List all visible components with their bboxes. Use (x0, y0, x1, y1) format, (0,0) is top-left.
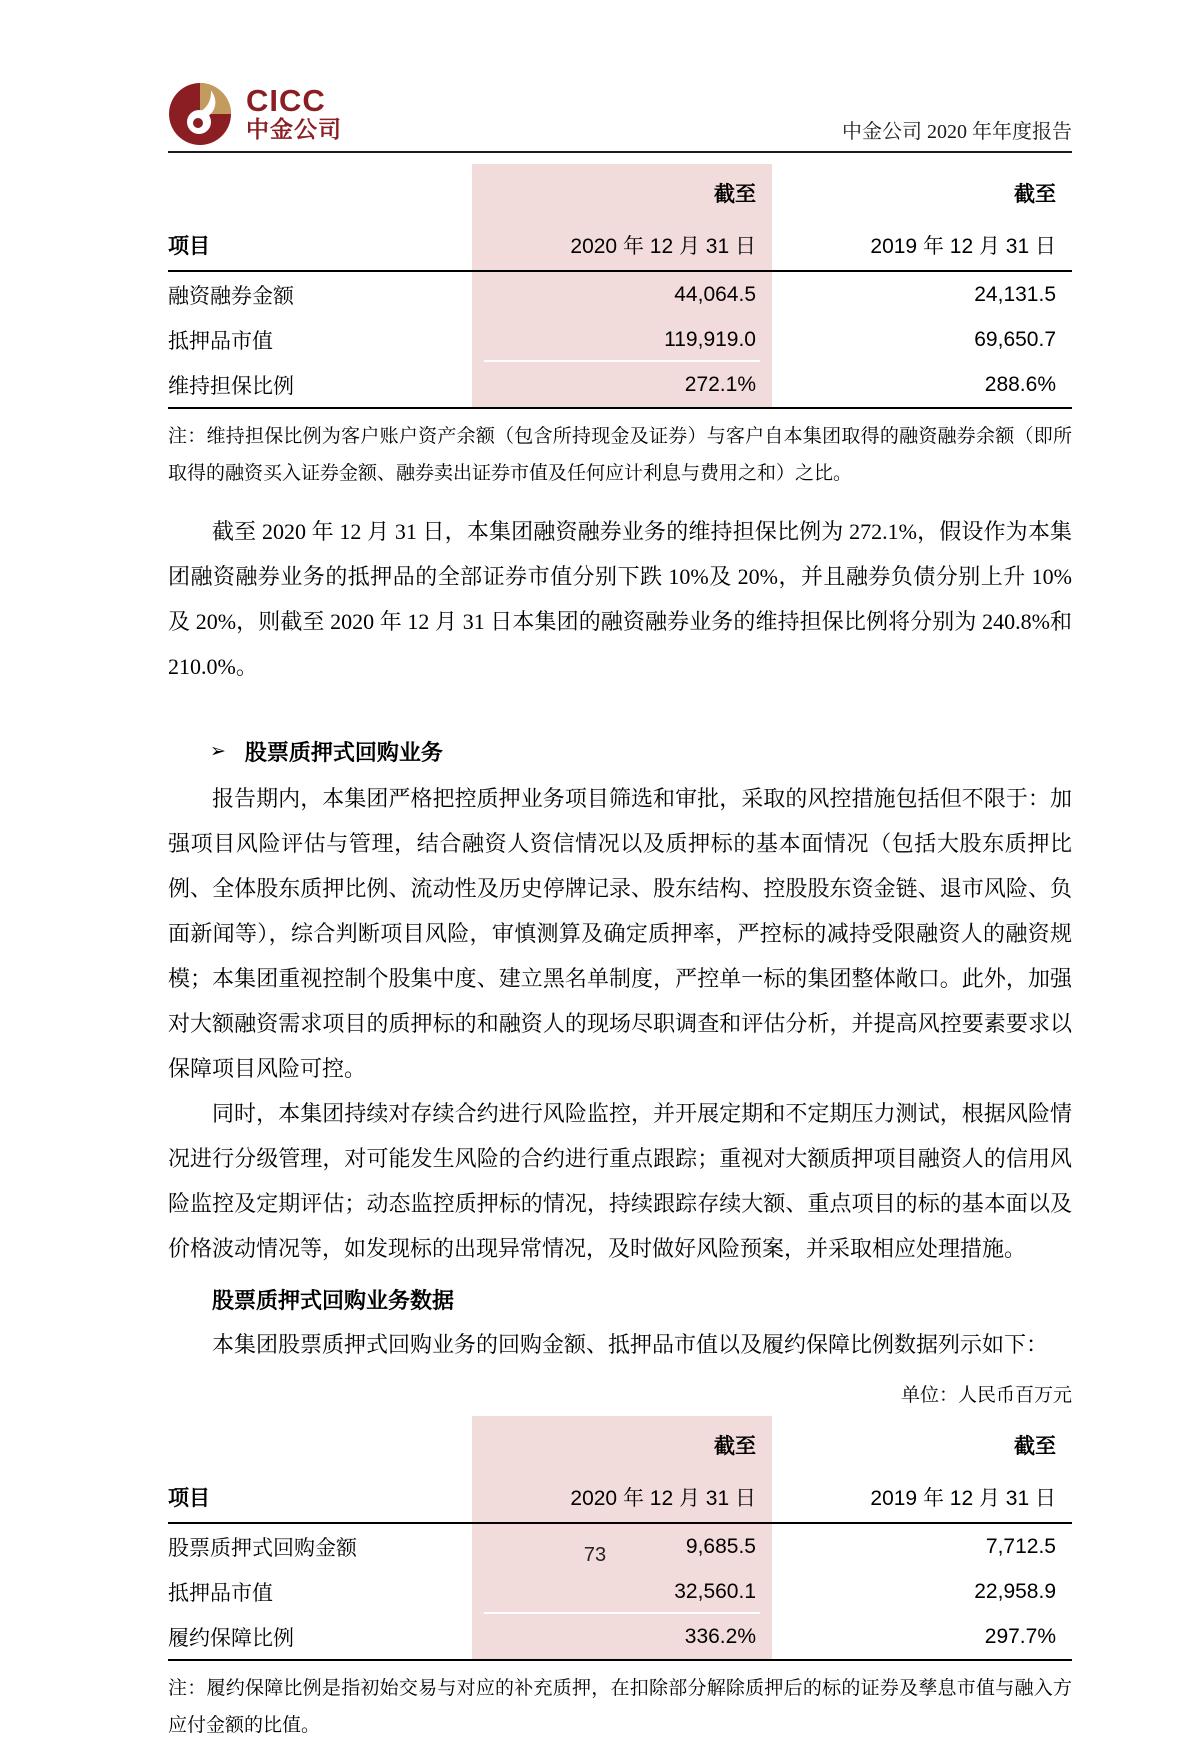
table-row (168, 1569, 1072, 1614)
unit-label: 单位：人民币百万元 (900, 1385, 1072, 1406)
date-2020: 2020 年 12 月 31 日 (570, 1487, 756, 1510)
date-2019: 2019 年 12 月 31 日 (870, 235, 1056, 258)
cicc-logo (168, 82, 342, 146)
col-2020-header (472, 164, 772, 270)
cicc-logo-icon (168, 82, 232, 146)
value-2020 (472, 1569, 772, 1614)
col-item-header: 项目 (168, 234, 210, 258)
value-2019: 7,712.5 (985, 1534, 1056, 1558)
logo-text-zh: 中金公司 (246, 116, 342, 142)
row-label: 融资融券金额 (168, 283, 294, 308)
value-2020: 272.1% (472, 362, 772, 407)
value-2020: 44,064.5 (472, 272, 772, 317)
page-header (168, 82, 1072, 146)
row-label: 股票质押式回购金额 (168, 1535, 357, 1560)
row-label: 抵押品市值 (168, 1580, 273, 1605)
row-label: 履约保障比例 (168, 1625, 294, 1650)
col-item-header: 项目 (168, 1486, 210, 1510)
row-label: 维持担保比例 (168, 373, 294, 398)
data-subheading: 股票质押式回购业务数据 (212, 1288, 455, 1313)
report-title: 中金公司 2020 年年度报告 (842, 121, 1072, 143)
margin-summary-paragraph: 截至 2020 年 12 月 31 日，本集团融资融券业务的维持担保比例为 272.1%，假设作为本集团融资融券业务的抵押品的全部证券市值分别下跌 10%及 20%，并且融券负债分别上升 10%及 20%，则截至 2020 年 12 月 31 日本集团的融资融券业务的维持担保比例将分别为 240.8%和 210.0%。 (168, 519, 1072, 679)
value-2019: 297.7% (984, 1624, 1056, 1648)
asof-label: 截至 (1014, 182, 1056, 206)
col-2019-header (772, 1416, 1072, 1522)
section-title: 股票质押式回购业务 (244, 740, 443, 765)
logo-text-en: CICC (246, 83, 326, 118)
section-paragraph-1: 报告期内，本集团严格把控质押业务项目筛选和审批，采取的风控措施包括但不限于：加强项目风险评估与管理，结合融资人资信情况以及质押标的基本面情况（包括大股东质押比例、全体股东质押比例、流动性及历史停牌记录、股东结构、控股股东资金链、退市风险、负面新闻等），综合判断项目风险，审慎测算及确定质押率，严控标的减持受限融资人的融资规模；本集团重视控制个股集中度、建立黑名单制度，严控单一标的集团整体敞口。此外，加强对大额融资需求项目的质押标的和融资人的现场尽职调查和评估分析，并提高风控要素要求以保障项目风险可控。 (168, 786, 1072, 1081)
date-2020: 2020 年 12 月 31 日 (570, 235, 756, 258)
value-2019: 22,958.9 (974, 1579, 1056, 1603)
table-body (168, 272, 1072, 409)
value-text: 32,560.1 (674, 1579, 756, 1603)
value-2019: 24,131.5 (974, 282, 1056, 306)
table-note: 注：维持担保比例为客户账户资产余额（包含所持现金及证券）与客户自本集团取得的融资融券余额（即所取得的融资买入证券金额、融券卖出证券市值及任何应计利息与费用之和）之比。 (168, 426, 1072, 484)
table-row (168, 362, 1072, 407)
value-2019: 288.6% (984, 372, 1056, 396)
margin-financing-table (168, 164, 1072, 409)
value-2020: 336.2% (472, 1614, 772, 1659)
col-2019-header (772, 164, 1072, 270)
table-row (168, 317, 1072, 362)
row-label: 抵押品市值 (168, 328, 273, 353)
asof-label: 截至 (714, 1434, 756, 1458)
page-number: 73 (583, 1544, 607, 1566)
asof-label: 截至 (714, 182, 756, 206)
table-header (168, 164, 1072, 272)
value-text: 119,919.0 (664, 327, 756, 351)
data-intro-paragraph: 本集团股票质押式回购业务的回购金额、抵押品市值以及履约保障比例数据列示如下： (212, 1332, 1049, 1357)
page-content (168, 82, 1072, 1744)
value-2019: 69,650.7 (974, 327, 1056, 351)
value-2020: 9,685.5 (472, 1524, 772, 1569)
stock-pledge-repo-table (168, 1416, 1072, 1661)
date-2019: 2019 年 12 月 31 日 (870, 1487, 1056, 1510)
table-note: 注：履约保障比例是指初始交易与对应的补充质押，在扣除部分解除质押后的标的证券及孳息市值与融入方应付金额的比值。 (168, 1678, 1072, 1736)
value-2020 (472, 317, 772, 362)
header-divider (168, 151, 1072, 153)
logo-wordmark (246, 83, 342, 142)
section-paragraph-2: 同时，本集团持续对存续合约进行风险监控，并开展定期和不定期压力测试，根据风险情况进行分级管理，对可能发生风险的合约进行重点跟踪；重视对大额质押项目融资人的信用风险监控及定期评估；动态监控质押标的情况，持续跟踪存续大额、重点项目的标的基本面以及价格波动情况等，如发现标的出现异常情况，及时做好风险预案，并采取相应处理措施。 (168, 1101, 1072, 1261)
col-2020-header (472, 1416, 772, 1522)
table-row (168, 272, 1072, 317)
asof-label: 截至 (1014, 1434, 1056, 1458)
table-header (168, 1416, 1072, 1524)
arrow-bullet-icon: ➢ (210, 741, 226, 762)
table-row (168, 1614, 1072, 1659)
section-heading (168, 736, 1072, 767)
